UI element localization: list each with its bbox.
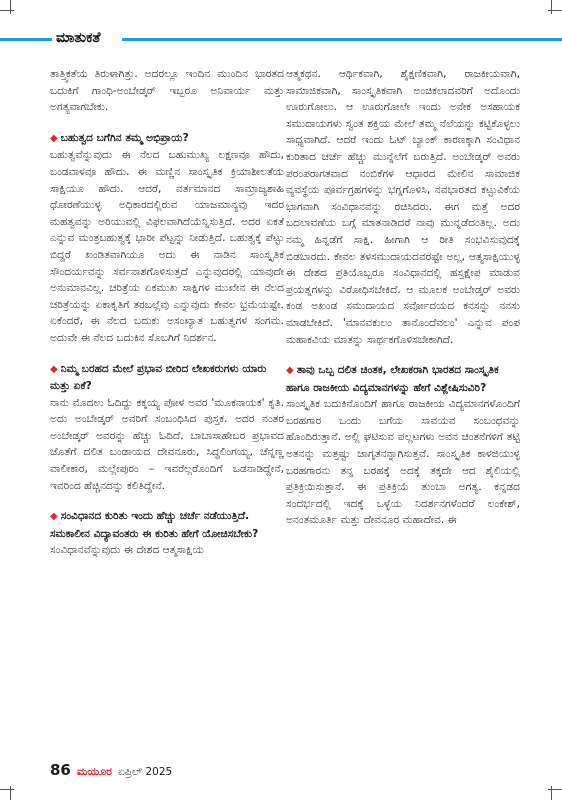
intro-paragraph: ತಾತ್ತ್ವಿಕತೆಯ ತಿರುಳಾಗಿತ್ತು. ಅದರಲ್ಲೂ ಇಂದಿನ ಮುಂದಿನ ಭಾರತದ ಬದುಕಿಗೆ ಗಾಂಧಿ-ಅಂಬೇಡ್ಕರ್ ಇಬ್ಬರೂ ಅನಿವಾರ್ಯ ಮತ್ತು ಅಗತ್ಯವಾಗಬೇಕು. (50, 68, 284, 114)
diamond-bullet-icon: ◆ (50, 511, 58, 523)
crop-mark (551, 0, 552, 14)
diamond-bullet-icon: ◆ (50, 363, 58, 375)
question-text: ಬಹುತ್ವದ ಬಗೆಗಿನ ತಮ್ಮ ಅಭಿಪ್ರಾಯ? (60, 131, 189, 144)
right-column (286, 66, 520, 529)
question-text: ಸಂವಿಧಾನದ ಕುರಿತು ಇಂದು ಹೆಚ್ಚು ಚರ್ಚೆ ನಡೆಯುತ್ತಿದೆ. ಸಮಕಾಲೀನ ವಿದ್ಯಾವಂತರು ಈ ಕುರಿತು ಹೇಗೆ ಯೋಚಿಸಬೇಕು? (50, 510, 259, 540)
section-title: ಮಾತುಕತೆ (56, 30, 101, 46)
answer-paragraph: ಸಾಂಸ್ಕೃತಿಕ ಬದುಕಿನೊಂದಿಗೆ ಹಾಗೂ ರಾಜಕೀಯ ವಿದ್ಯಮಾನಗಳೊಂದಿಗೆ ಬರಹಗಾರ ಒಂದು ಬಗೆಯ ಸಾವಯವ ಸಂಬಂಧವನ್ನು ಹೊಂದಿರುತ್ತಾನೆ. ಅಲ್ಲಿ ಘಟಿಸುವ ಪಲ್ಲಟಗಳು ಅವನ ಚಿಂತನೆಗಳಿಗೆ ತಟ್ಟಿ ಅತನನ್ನು ಮತ್ತಷ್ಟು ಜಾಗೃತನನ್ನಾಗಿಸುತ್ತವೆ. ಸಾಂಸ್ಕೃತಿಕ ಕಾಳಜಿಯುಳ್ಳ ಬರಹಗಾರನು ತನ್ನ ಬರಹಕ್ಕೆ ಅದಕ್ಕೆ ತಕ್ಕದೇ ಆದ ಶೈಲಿಯಲ್ಲಿ ಪ್ರತಿಕ್ರಿಯಿಸುತ್ತಾನೆ. ಈ ಪ್ರತಿಕ್ರಿಯೆ ತುಂಬಾ ಅಗತ್ಯ. ಕನ್ನಡದ ಸಂದರ್ಭದಲ್ಲಿ ಇದಕ್ಕೆ ಒಳ್ಳೆಯ ನಿದರ್ಶನಗಳೆಂದರೆ ಲಂಕೇಶ್, ಅನಂತಮೂರ್ತಿ ಮತ್ತು ದೇವನೂರ ಮಹಾದೇವ. ಈ (286, 398, 520, 527)
question-text: ನಿಮ್ಮ ಬರಹದ ಮೇಲೆ ಪ್ರಭಾವ ಬೀರಿದ ಲೇಖಕರುಗಳು ಯಾರು ಮತ್ತು ಏಕೆ? (50, 362, 267, 393)
diamond-bullet-icon: ◆ (50, 132, 58, 144)
header-rule-right (122, 38, 562, 41)
question-heading (50, 508, 284, 542)
header-rule-left (0, 38, 52, 41)
diamond-bullet-icon: ◆ (286, 365, 294, 377)
answer-paragraph: ಬಹುತ್ವವೆನ್ನುವುದು ಈ ನೆಲದ ಬಹುಮುಖ್ಯ ಲಕ್ಷಣವೂ ಹೌದು, ಬಂಡವಾಳವೂ ಹೌದು. ಈ ಮಣ್ಣಿನ ಸಾಂಸ್ಕೃತಿಕ ಕ್ರಿಯಾಶೀಲತೆಯ ಸಾಕ್ಷಿಯೂ ಹೌದು. ಆದರೆ, ವರ್ತಮಾನದ ಸಾಮ್ರಾಜ್ಯಶಾಹಿ ಧೋರಣೆಯುಳ್ಳ ಅಧಿಕಾರದಲ್ಲಿರುವ ಯಾಜಮಾನ್ಯವು ಇದರ ಮಹತ್ವವನ್ನು ಅರಿಯುವಲ್ಲಿ ವಿಫಲವಾಗಿದೆಯೆನ್ನಿಸುತ್ತಿದೆ. ಅದರ ಏಕತೆ ಎನ್ನುವ ಮಂತ್ರಬಹುತ್ವಕ್ಕೆ ಭಾರೀ ಪೆಟ್ಟನ್ನು ನೀಡುತ್ತಿದೆ. ಬಹುತ್ವಕ್ಕೆ ಪೆಟ್ಟು ಬಿದ್ದರೆ ಖಂಡಿತವಾಗಿಯೂ ಅದು ಈ ನಾಡಿನ ಸಾಂಸ್ಕೃತಿಕ ಸೌಂದರ್ಯವನ್ನು ಸರ್ವನಾಶಗೊಳಿಸುತ್ತದೆ ಎನ್ನುವುದರಲ್ಲಿ ಯಾವುದೇ ಅನುಮಾನವಿಲ್ಲ. ಚರಿತ್ರೆಯ ಏಕಮುಖ ಸಾಕ್ಷಿಗಳ ಮುಖೇನ ಈ ನೆಲದ ಚರಿತ್ರೆಯನ್ನು ಏಕಾಕೃತಿಗೆ ತರಬಲ್ಲೆವು ಎನ್ನುವುದು ಕೇವಲ ಭ್ರಮೆಯಷ್ಟೇ. ಏಕೆಂದರೆ, ಈ ನೆಲದ ಬದುಕು ಅಸಂಖ್ಯಾತ ಬಹುತ್ವಗಳ ಸಂಗಮ. ಅದುವೇ ಈ ನೆಲದ ಬದುಕಿನ ಸೊಬಗಿಗೆ ನಿದರ್ಶನ. (50, 149, 284, 344)
crop-mark (548, 789, 562, 790)
crop-mark (0, 789, 14, 790)
left-column (50, 66, 284, 559)
question-heading (50, 361, 284, 395)
crop-mark (0, 10, 14, 11)
answer-paragraph: ನಾನು ಮೊದಲು ಓದಿದ್ದು ಕಕ್ಕಯ್ಯ ಪೋಳ ಅವರ 'ಮೂಕನಾಯಕ' ಕೃತಿ. ಅದು ಅಂಬೇಡ್ಕರ್ ಅವರಿಗೆ ಸಂಬಂಧಿಸಿದ ಪುಸ್ತಕ. ಅದರ ನಂತರ ಅಂಬೇಡ್ಕರ್ ಅವರನ್ನು ಹೆಚ್ಚು ಓದಿದೆ. ಬಾಬಾಸಾಹೇಬರ ಪ್ರಭಾವದ ಜೊತೆಗೆ ದಲಿತ ಬಂಡಾಯದ ದೇವನೂರು, ಸಿದ್ಧಲಿಂಗಯ್ಯ, ಚೆನ್ನಣ್ಣ ವಾಲೀಕಾರ, ಮಲ್ಲೇಪುರಂ – ಇವರೆಲ್ಲರೊಂದಿಗೆ ಒಡನಾಡಿದ್ದೇನೆ, ಇವರಿಂದ ಹೆಚ್ಚಿನದನ್ನು ಕಲಿತಿದ್ದೇನೆ. (50, 396, 284, 492)
question-heading (50, 130, 284, 148)
magazine-logo: ಮಯೂರ (76, 765, 112, 778)
crop-mark (10, 0, 11, 14)
crop-mark (548, 10, 562, 11)
question-text: ತಾವು ಒಬ್ಬ ದಲಿತ ಚಿಂತಕ, ಲೇಖಕರಾಗಿ ಭಾರತದ ಸಾಂಸ್ಕೃತಿಕ ಹಾಗೂ ರಾಜಕೀಯ ವಿದ್ಯಮಾನಗಳನ್ನು ಹೇಗೆ ವಿಶ್ಲೇಷಿಸುವಿರಿ? (286, 364, 499, 394)
issue-date: ಏಪ್ರಿಲ್ 2025 (117, 766, 173, 778)
continued-paragraph: ಆತ್ಮಕಥನ. ಆರ್ಥಿಕವಾಗಿ, ಶೈಕ್ಷಣಿಕವಾಗಿ, ರಾಜಕೀಯವಾಗಿ, ಸಾಮಾಜಿಕವಾಗಿ, ಸಾಂಸ್ಕೃತಿಕವಾಗಿ ಅಂಚಿಕಲಾದವರಿಗೆ ಅದೊಂದು ಊರುಗೋಲು. ಆ ಊರುಗೋಲೇ ಇಂದು ಅನೇಕ ಅಸಹಾಯಕ ಸಮುದಾಯಗಳು ಸ್ವಂತ ಶಕ್ತಿಯ ಮೇಲೆ ತಮ್ಮ ನೆಲೆಯನ್ನು ಕಟ್ಟಿಕೊಳ್ಳಲು ಸಾಧ್ಯವಾಗಿದೆ. ಆದರೆ ಇಂದು ಓಟ್ ಬ್ಯಾಂಕ್ ಕಾರಣಕ್ಕಾಗಿ ಸಂವಿಧಾನ ಕುರಿತಾದ ಚರ್ಚೆ ಹೆಚ್ಚು ಮುನ್ನೆಲೆಗೆ ಬರುತ್ತಿದೆ. ಅಂಬೇಡ್ಕರ್ ಅವರು ಪರಂಪರಾಗತವಾದ ನಂಬಿಕೆಗಳ ಆಧಾರದ ಮೇಲಿನ ಸಾಮಾಜಿಕ ವ್ಯವಸ್ಥೆಯ ಪೂರ್ವಗ್ರಹಗಳನ್ನು ಭಗ್ನಗೊಳಿಸಿ, ನವಭಾರತದ ಕಟ್ಟುವಿಕೆಯ ಭಾಗವಾಗಿ ಸಂವಿಧಾನವನ್ನು ರಚಿಸಿದರು. ಈಗ ಮತ್ತೆ ಅದರ ಬದಲಾವಣೆಯ ಬಗ್ಗೆ ಮಾತನಾಡಿದರೆ ನಾವು ಮುನ್ನಡೆದಂತಿಲ್ಲ. ಅದು ನಮ್ಮ ಹಿನ್ನಡೆಗೆ ಸಾಕ್ಷಿ. ಹೀಗಾಗಿ ಆ ರೀತಿ ಸಂಭವಿಸುವುದಕ್ಕೆ ಬಿಡಬಾರದು. ಕೇವಲ ತಳಸಮುದಾಯದವರಷ್ಟೇ ಅಲ್ಲ, ಆತ್ಮಸಾಕ್ಷಿಯುಳ್ಳ ಈ ದೇಶದ ಪ್ರತಿಯೊಬ್ಬರೂ ಸಂವಿಧಾನದಲ್ಲಿ ಹಸ್ತಕ್ಷೇಪ ಮಾಡುವ ಪ್ರಯತ್ನಗಳನ್ನು ವಿರೋಧಿಸಬೇಕಿದೆ. ಆ ಮೂಲಕ ಅಂಬೇಡ್ಕರ್ ಅವರು ಕಂಡ ಅಖಂಡ ಸಮುದಾಯದ ಸರ್ವೋದಯದ ಕನಸನ್ನು ನನಸು ಮಾಡಬೇಕಿದೆ. 'ಮಾನವಕುಲಂ ತಾನೊಂದೆವಲಂ' ಎನ್ನುವ ಪಂಪ ಮಹಾಕವಿಯ ಮಾತನ್ನು ಸಾರ್ಥಕಗೊಳಿಸಬೇಕಾಗಿದೆ. (286, 68, 520, 346)
page-number: 86 (50, 761, 71, 779)
answer-paragraph: ಸಂವಿಧಾನವೆನ್ನುವುದು ಈ ದೇಶದ ಆತ್ಮಸಾಕ್ಷಿಯ (50, 544, 205, 557)
page-footer (50, 761, 172, 779)
question-heading (286, 362, 520, 396)
